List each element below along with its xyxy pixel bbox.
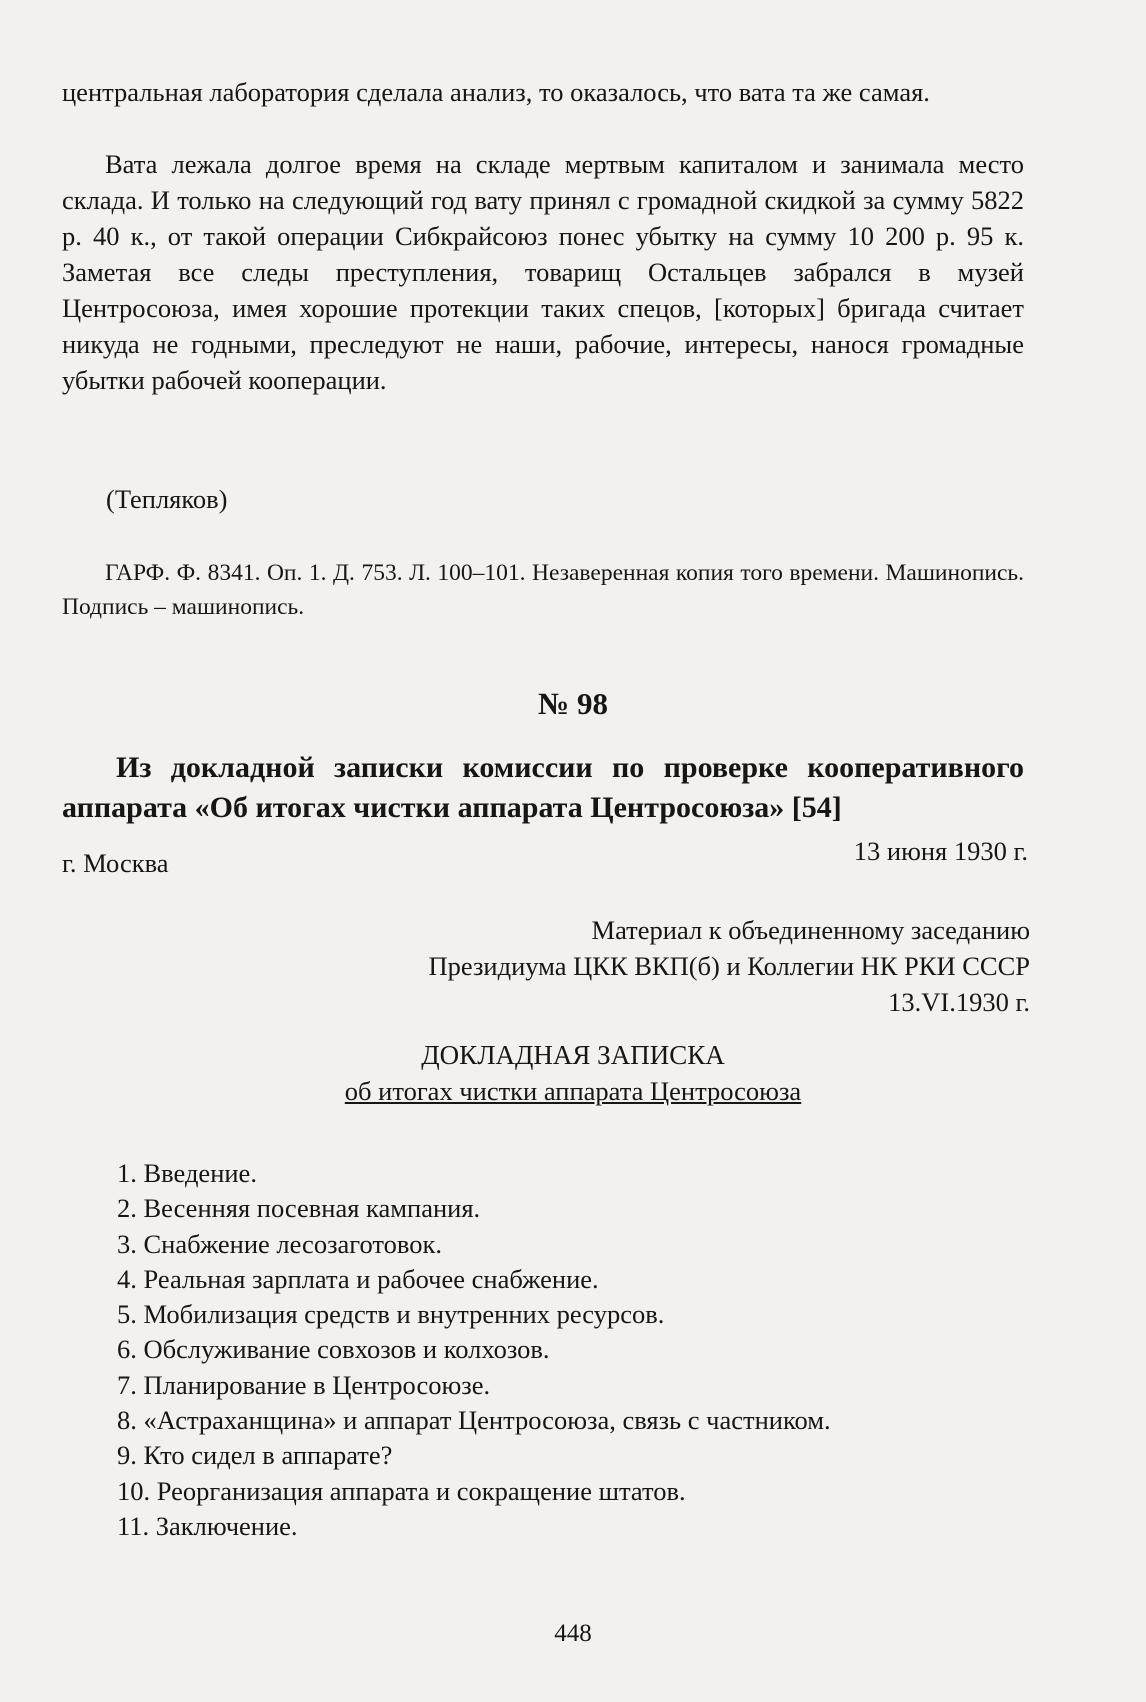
toc-item: 1. Введение. [117,1158,257,1188]
toc-item: 10. Реорганизация аппарата и сокращение штатов. [117,1475,686,1506]
paragraph-main [62,146,1024,398]
toc-item: 7. Планирование в Центросоюзе. [117,1369,491,1400]
document-date: 13 июня 1930 г. [853,836,1028,866]
document-place: г. Москва [62,848,169,878]
toc-item: 6. Обслуживание совхозов и колхозов. [117,1334,550,1365]
archival-source-note: ГАРФ. Ф. 8341. Оп. 1. Д. 753. Л. 100–101. Незаверенная копия того времени. Машинопись. Подпись – машинопись. [62,560,1024,620]
signature: (Тепляков) [106,484,228,514]
document-number: № 98 [538,686,608,721]
toc-item: 4. Реальная зарплата и рабочее снабжение. [117,1263,599,1294]
toc-item: 3. Снабжение лесозаготовок. [117,1228,442,1259]
toc-item: 2. Весенняя посевная кампания. [117,1193,481,1224]
page-number: 448 [554,1620,592,1647]
section-subheading [0,1076,1146,1107]
paragraph-text: центральная лаборатория сделала анализ, то оказалось, что вата та же самая. [62,77,930,107]
toc-item: 9. Кто сидел в аппарате? [117,1440,393,1471]
material-line: Материал к объединенному заседанию [591,915,1030,945]
section-heading: ДОКЛАДНАЯ ЗАПИСКА [421,1040,725,1070]
material-line: Президиума ЦКК ВКП(б) и Коллегии НК РКИ СССР [428,951,1030,981]
paragraph-text: Вата лежала долгое время на складе мертвым капиталом и занимала место склада. И только на следующий год вату принял с громадной скидкой за сумму 5822 р. 40 к., от такой операции Сибкрайсоюз понес убытку на сумму 10 200 р. 95 к. Заметая все следы преступления, товарищ Остальцев забрался в музей Центросоюза, имея хорошие протекции таких спецов, [которых] бригада считает никуда не годными, преследуют не наши, рабочие, интересы, нанося громадные убытки рабочей кооперации. [62,149,1024,395]
material-note [428,912,1030,1020]
table-of-contents [117,1156,831,1544]
subheading-text: об итогах чистки аппарата Центросоюза [344,1076,802,1106]
toc-item: 5. Мобилизация средств и внутренних ресурсов. [117,1299,665,1330]
toc-item: 8. «Астраханщина» и аппарат Центросоюза, связь с частником. [117,1405,831,1436]
toc-item: 11. Заключение. [117,1510,298,1541]
document-title: Из докладной записки комиссии по проверке кооперативного аппарата «Об итогах чистки аппарата Центросоюза» [54] [62,751,1024,824]
paragraph-continuation [62,74,1024,110]
material-date: 13.VI.1930 г. [888,987,1030,1017]
